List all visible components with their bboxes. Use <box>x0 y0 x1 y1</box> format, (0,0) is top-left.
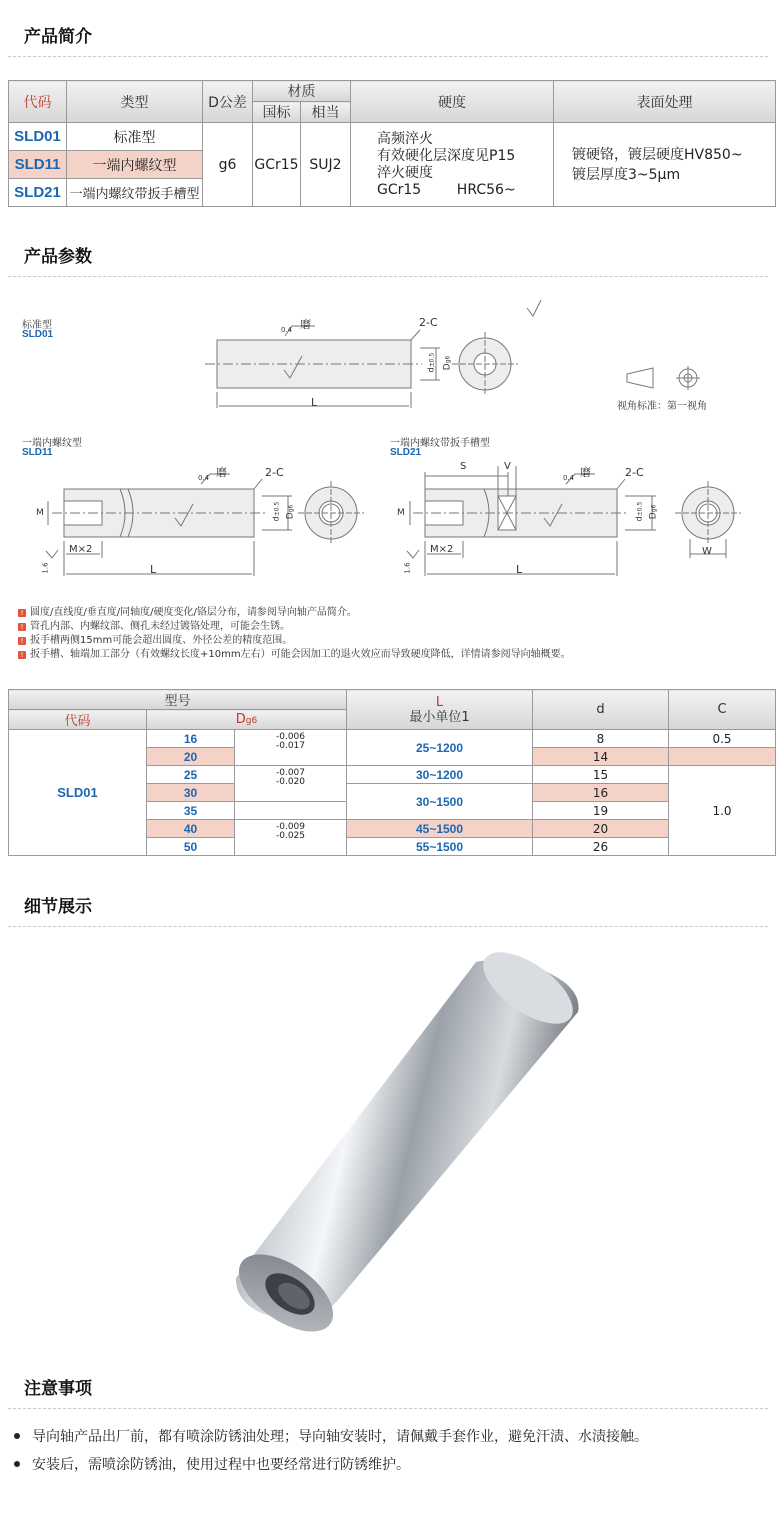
header-material-gb: 国标 <box>253 102 301 123</box>
surface-cell <box>554 123 776 207</box>
length-range: 45~1500 <box>347 820 533 838</box>
outer-dia-label: Dg6 <box>648 504 659 520</box>
tolerance-cell: -0.006 -0.017 <box>235 730 347 766</box>
thread-depth-label: M×2 <box>430 544 454 555</box>
outer-dia-label: Dg6 <box>285 504 296 520</box>
hardness-cell <box>351 123 554 207</box>
row-type-wrench-slot: 一端内螺纹带扳手槽型 <box>67 179 203 207</box>
divider <box>8 276 768 277</box>
inner-dia-label: d±0.5 <box>634 501 644 522</box>
bullet-icon <box>14 1433 20 1439</box>
slot-position-label: S <box>460 461 467 472</box>
row-code-sld11: SLD11 <box>9 151 67 179</box>
grind-label: 磨 <box>580 466 591 479</box>
divider <box>8 56 768 57</box>
dia-value: 16 <box>147 730 235 748</box>
chamfer-value: 1.0 <box>669 766 776 856</box>
material-eq-value: SUJ2 <box>301 123 351 207</box>
slot-width-label: V <box>504 461 511 472</box>
inner-dia-value: 8 <box>533 730 669 748</box>
header-inner-dia: d <box>533 690 669 730</box>
header-type: 类型 <box>67 81 203 123</box>
hardness-line: GCr15 HRC56~ <box>377 181 516 198</box>
tolerance-value: g6 <box>203 123 253 207</box>
hardness-line: 淬火硬度 <box>377 164 433 181</box>
roughness-label: 1.6 <box>41 562 50 574</box>
tolerance-cell: -0.009 -0.025 <box>235 820 347 856</box>
section-params-header <box>0 244 776 274</box>
inner-dia-label: d±0.5 <box>426 352 436 373</box>
thread-depth-label: M×2 <box>69 544 93 555</box>
row-type-internal-thread: 一端内螺纹型 <box>67 151 203 179</box>
divider <box>8 1408 768 1409</box>
header-code: 代码 <box>9 710 147 730</box>
length-range: 55~1500 <box>347 838 533 856</box>
view-standard-label: 视角标准：第一视角 <box>617 401 707 412</box>
dia-value: 50 <box>147 838 235 856</box>
header-material-eq: 相当 <box>301 102 351 123</box>
inner-dia-label: d±0.5 <box>271 501 281 522</box>
drawing-label-sld01: 标准型 <box>22 320 52 331</box>
warning-icon: ! <box>18 609 26 617</box>
chamfer-label: 2-C <box>625 466 644 479</box>
chamfer-label: 2-C <box>265 466 284 479</box>
grind-label: 磨 <box>216 466 227 479</box>
length-range: 25~1200 <box>347 730 533 766</box>
notice-item: 导向轴产品出厂前，都有喷涂防锈油处理；导向轴安装时，请佩戴手套作业，避免汗渍、水渍接触。 <box>14 1422 648 1450</box>
intro-table <box>8 80 776 207</box>
note-item: ! 管孔内部、内螺纹部、侧孔未经过镀铬处理，可能会生锈。 <box>18 620 571 634</box>
roughness-label: 0.4 <box>281 326 293 334</box>
note-item: ! 扳手槽、轴端加工部分（有效螺纹长度+10mm左右）可能会因加工的退火效应而导致硬度降低，详情请参阅导向轴概要。 <box>18 648 571 662</box>
section-title-detail: 细节展示 <box>24 897 92 917</box>
inner-dia-value: 20 <box>533 820 669 838</box>
roughness-label: 0.4 <box>198 474 210 482</box>
material-gb-value: GCr15 <box>253 123 301 207</box>
drawing-code-sld11: SLD11 <box>22 447 53 458</box>
header-chamfer: C <box>669 690 776 730</box>
section-title-params: 产品参数 <box>24 247 92 267</box>
section-intro-header <box>0 24 776 54</box>
drawing-label-sld21: 一端内螺纹带扳手槽型 <box>390 438 490 449</box>
header-model: 型号 <box>9 690 347 710</box>
bullet-icon <box>14 1461 20 1467</box>
header-hardness: 硬度 <box>351 81 554 123</box>
tolerance-cell <box>235 802 347 820</box>
row-code-sld01: SLD01 <box>9 123 67 151</box>
section-notice-header <box>0 1376 776 1406</box>
length-label: L <box>516 563 523 576</box>
inner-dia-value: 15 <box>533 766 669 784</box>
drawing-lines <box>0 296 776 606</box>
header-material: 材质 <box>253 81 351 102</box>
length-range: 30~1200 <box>347 766 533 784</box>
inner-dia-value: 16 <box>533 784 669 802</box>
dia-value: 25 <box>147 766 235 784</box>
surface-line: 镀硬铬，镀层硬度HV850~ <box>572 146 743 163</box>
header-code: 代码 <box>9 81 67 123</box>
hardness-line: 高频淬火 <box>377 130 433 147</box>
note-item: ! 扳手槽两侧15mm可能会超出圆度、外径公差的精度范围。 <box>18 634 571 648</box>
drawing-code-sld21: SLD21 <box>390 447 422 458</box>
technical-drawings <box>0 296 776 606</box>
dia-value: 40 <box>147 820 235 838</box>
dia-value: 20 <box>147 748 235 766</box>
product-photo <box>226 948 586 1338</box>
tolerance-cell: -0.007 -0.020 <box>235 766 347 802</box>
divider <box>8 926 768 927</box>
roughness-label: 1.6 <box>403 562 412 574</box>
warning-icon: ! <box>18 623 26 631</box>
chamfer-cell <box>669 748 776 766</box>
row-code-sld21: SLD21 <box>9 179 67 207</box>
surface-line: 镀层厚度3~5μm <box>572 166 681 183</box>
hardness-line: 有效硬化层深度见P15 <box>377 147 516 164</box>
section-title-notice: 注意事项 <box>24 1379 92 1399</box>
outer-dia-label: Dg6 <box>442 355 453 371</box>
inner-dia-value: 19 <box>533 802 669 820</box>
dia-value: 35 <box>147 802 235 820</box>
section-title-intro: 产品简介 <box>24 27 92 47</box>
wrench-width-label: W <box>702 546 712 557</box>
spec-table <box>8 689 776 856</box>
length-label: L <box>150 563 157 576</box>
notes-list <box>18 606 571 662</box>
thread-label: M <box>397 508 405 518</box>
header-surface: 表面处理 <box>554 81 776 123</box>
warning-icon: ! <box>18 651 26 659</box>
drawing-code-sld01: SLD01 <box>22 329 54 340</box>
chamfer-value: 0.5 <box>669 730 776 748</box>
inner-dia-value: 26 <box>533 838 669 856</box>
roughness-label: 0.4 <box>563 474 575 482</box>
length-range: 30~1500 <box>347 784 533 820</box>
header-length: L 最小单位1 <box>347 690 533 730</box>
dia-value: 30 <box>147 784 235 802</box>
section-detail-header <box>0 894 776 924</box>
chamfer-label: 2-C <box>419 316 438 329</box>
header-tolerance: D公差 <box>203 81 253 123</box>
grind-label: 磨 <box>300 318 311 331</box>
inner-dia-value: 14 <box>533 748 669 766</box>
thread-label: M <box>36 508 44 518</box>
warning-icon: ! <box>18 637 26 645</box>
notice-item: 安装后，需喷涂防锈油，使用过程中也要经常进行防锈维护。 <box>14 1450 648 1478</box>
row-type-standard: 标准型 <box>67 123 203 151</box>
length-label: L <box>311 396 318 409</box>
note-item: ! 圆度/直线度/垂直度/同轴度/硬度变化/铬层分布，请参阅导向轴产品简介。 <box>18 606 571 620</box>
header-outer-dia: Dg6 <box>147 710 347 730</box>
notice-list <box>14 1422 648 1478</box>
spec-code: SLD01 <box>9 730 147 856</box>
drawing-label-sld11: 一端内螺纹型 <box>22 438 82 449</box>
